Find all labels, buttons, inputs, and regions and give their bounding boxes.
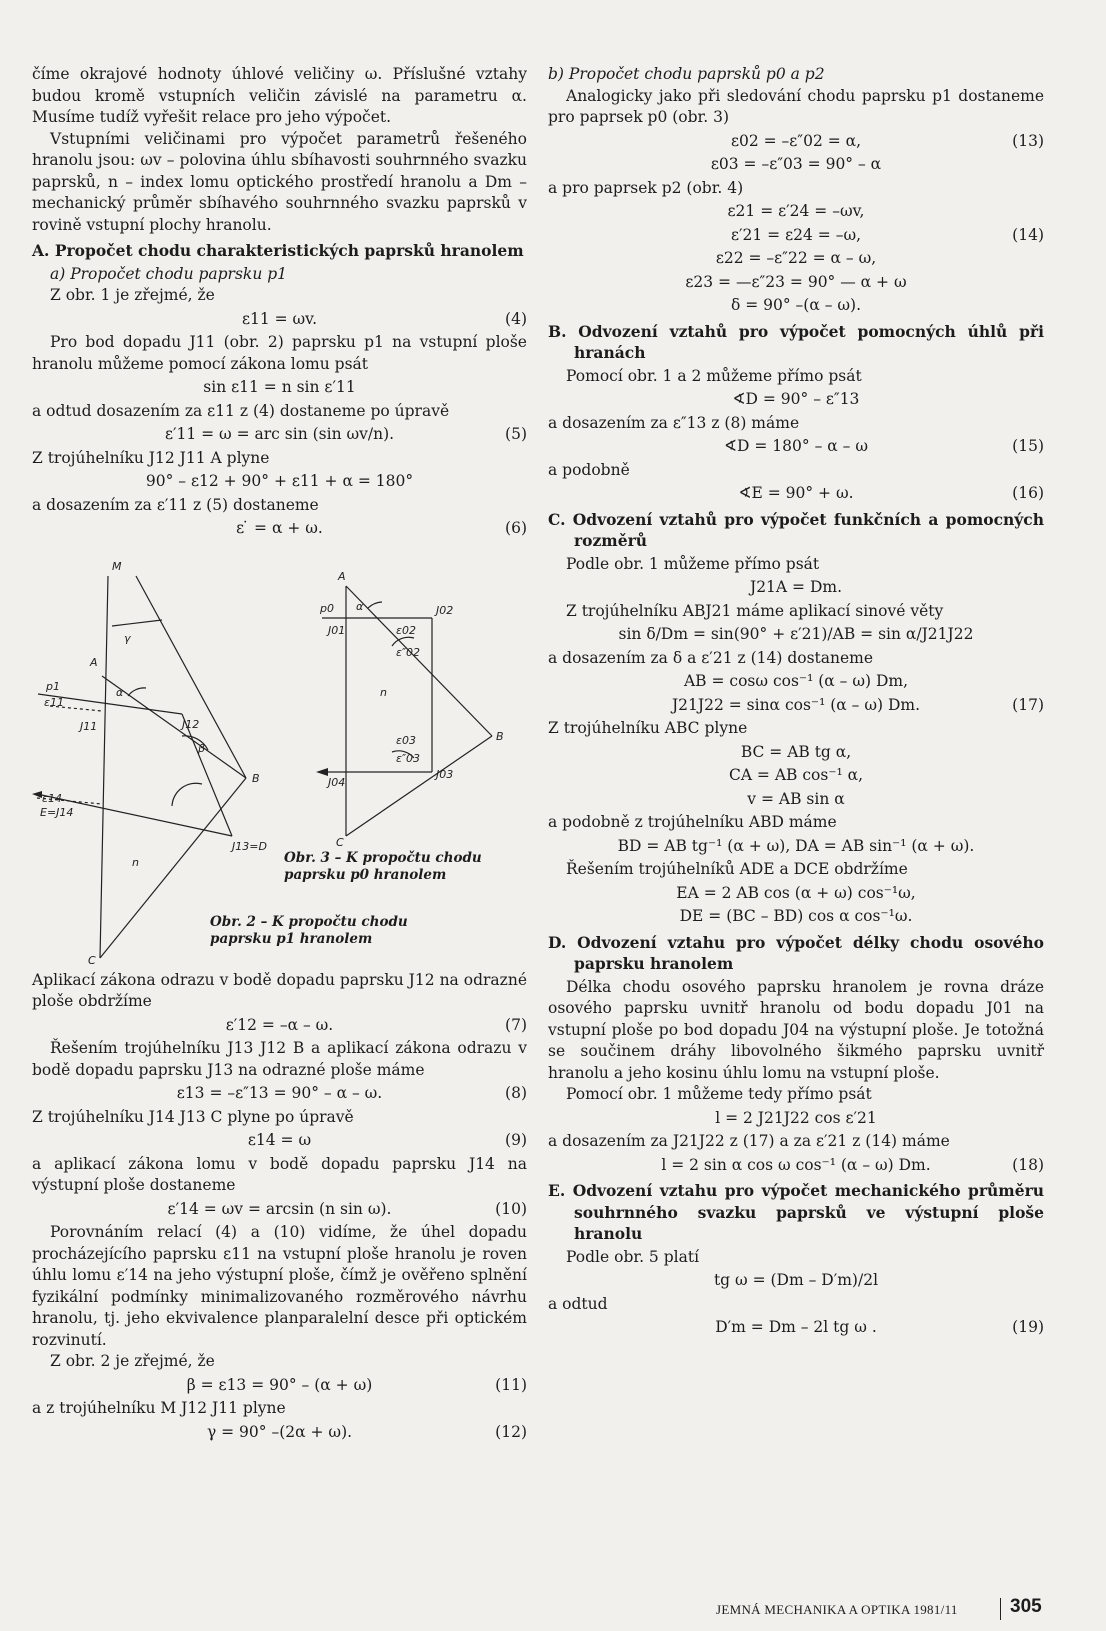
paragraph: a pro paprsek p2 (obr. 4)	[548, 178, 744, 197]
page-number: 305	[1010, 1596, 1042, 1617]
label-e03: ε03	[396, 733, 416, 747]
paragraph: Pomocí obr. 1 můžeme tedy přímo psát	[566, 1085, 872, 1103]
equation: ε13 = –ε″13 = 90° – α – ω. (8)	[32, 1083, 527, 1105]
paragraph: a podobně	[548, 460, 630, 479]
section-heading: D. Odvození vztahu pro výpočet délky chodu osového paprsku hranolem	[548, 932, 1044, 973]
equation: β = ε13 = 90° – (α + ω) (11)	[32, 1375, 527, 1397]
equation-number: (7)	[505, 1015, 527, 1034]
paragraph: a odtud	[548, 1294, 608, 1313]
equation: AB = cosω cos⁻¹ (α – ω) Dm,	[683, 672, 909, 690]
footer-divider	[1000, 1598, 1001, 1620]
equation-number: (5)	[505, 425, 527, 443]
equation-number: (6)	[505, 519, 527, 537]
subsection-heading: b) Propočet chodu paprsků p0 a p2	[548, 65, 825, 83]
label-J02: J02	[436, 603, 454, 617]
label-J01: J01	[328, 623, 346, 637]
paragraph: Délka chodu osového paprsku hranolem je rovna dráze osového paprsku uvnitř hranolu od bodu dopadu J01 na vstupní ploše po bod dopadu J04 na výstupní ploše. Je totožná se součinem dráhy libovolného šikmého paprsku uvnitř hranolu a jeho kosinu úhlu lomu na vstupní ploše.	[548, 977, 1044, 1082]
label-A: A	[90, 655, 98, 669]
label-J11: J11	[80, 719, 98, 733]
paragraph: Pomocí obr. 1 a 2 můžeme přímo psát	[566, 366, 862, 385]
equation: ∢E = 90° + ω. (16)	[548, 483, 1044, 505]
equation: BD = AB tg⁻¹ (α + ω), DA = AB sin⁻¹ (α + ω).	[617, 836, 975, 855]
paragraph: a dosazením za J21J22 z (17) a za ε′21 z (14) máme	[548, 1132, 950, 1150]
paragraph: Porovnáním relací (4) a (10) vidíme, že úhel dopadu procházejícího paprsku ε11 na vstupní ploše hranolu je roven úhlu lomu ε′14 na jeho výstupní ploše, čímž je ověřeno splnění fyzikální podmínky minimalizovaného rozměrového návrhu hranolu, tj. jeho ekvivalence planparalelní desce při optickém rozvinutí.	[32, 1223, 527, 1349]
label-e03b: ε″03	[396, 751, 421, 765]
label-A3: A	[338, 569, 346, 583]
journal-footer: JEMNÁ MECHANIKA A OPTIKA 1981/11	[716, 1602, 958, 1617]
figures-2-3	[32, 546, 527, 966]
paragraph: a dosazením za δ a ε′21 z (14) dostaneme	[548, 648, 874, 667]
equation: EA = 2 AB cos (α + ω) cos⁻¹ω,	[676, 883, 916, 902]
equation: ∢D = 90° – ε″13	[732, 390, 860, 408]
paragraph: Z obr. 2 je zřejmé, že	[50, 1352, 215, 1370]
equation: DE = (BC – BD) cos α cos⁻¹ω.	[679, 907, 913, 925]
label-alpha3: α	[356, 599, 364, 613]
equation: CA = AB cos⁻¹ α,	[728, 766, 864, 784]
paragraph: a dosazením za ε″13 z (8) máme	[548, 413, 800, 432]
label-n: n	[132, 855, 139, 869]
label-M: M	[112, 559, 122, 573]
equation: ε′14 = ωv = arcsin (n sin ω). (10)	[32, 1199, 527, 1221]
equation: ε03 = –ε″03 = 90° – α	[710, 155, 882, 173]
equation-number: (18)	[1012, 1155, 1044, 1174]
paragraph: Z trojúhelníku ABJ21 máme aplikací sinové věty	[566, 601, 944, 620]
figure-2-caption: Obr. 2 – K propočtu chodu paprsku p1 hranolem	[210, 913, 408, 947]
equation: ε′11 = ω = arc sin (sin ωv/n). (5)	[32, 424, 527, 446]
equation: l = 2 J21J22 cos ε′21	[715, 1108, 877, 1127]
label-J12: J12	[182, 717, 200, 731]
equation: sin ε11 = n sin ε′11	[203, 378, 356, 396]
label-beta: β	[198, 741, 206, 755]
label-e02b: ε″02	[396, 645, 421, 659]
equation: 90° – ε12 + 90° + ε11 + α = 180°	[145, 472, 414, 490]
section-heading: E. Odvození vztahu pro výpočet mechanického průměru souhrnného svazku paprsků ve výstupní ploše hranolu	[548, 1181, 1044, 1243]
equation-number: (14)	[1012, 225, 1044, 244]
paragraph: a odtud dosazením za ε11 z (4) dostaneme po úpravě	[32, 401, 450, 420]
equation: BC = AB tg α,	[740, 742, 852, 761]
figure-3-caption: Obr. 3 – K propočtu chodu paprsku p0 hranolem	[284, 849, 482, 883]
label-alpha: α	[116, 685, 124, 699]
equation-number: (8)	[505, 1084, 527, 1102]
equation-number: (15)	[1012, 437, 1044, 455]
equation: ε02 = –ε″02 = α, (13)	[548, 131, 1044, 153]
equation: v = AB sin α	[747, 789, 845, 808]
equation-number: (11)	[495, 1375, 527, 1394]
label-e11: ε11	[44, 695, 64, 709]
left-column	[32, 64, 527, 1445]
equation: ε ̇ = α + ω. (6)	[32, 518, 527, 540]
paragraph: a aplikací zákona lomu v bodě dopadu paprsku J14 na výstupní ploše dostaneme	[32, 1154, 527, 1194]
label-J13: J13=D	[232, 839, 267, 853]
label-J03: J03	[436, 767, 454, 781]
equation: tg ω = (Dm – D′m)/2l	[713, 1271, 879, 1289]
equation: sin δ/Dm = sin(90° + ε′21)/AB = sin α/J21J22	[618, 625, 974, 643]
paragraph: Podle obr. 5 platí	[566, 1247, 700, 1266]
equation: ε21 = ε′24 = –ωv,	[727, 202, 865, 220]
paragraph: Vstupními veličinami pro výpočet parametrů řešeného hranolu jsou: ωv – polovina úhlu sbíhavosti souhrnného svazku paprsků, n – index lomu optického prostředí hranolu a Dm – mechanický průměr sbíhavého souhrnného svazku paprsků v rovině vstupní plochy hranolu.	[32, 129, 527, 234]
equation: ε14 = ω (9)	[32, 1130, 527, 1152]
equation: γ = 90° –(2α + ω). (12)	[32, 1422, 527, 1444]
equation-number: (13)	[1012, 131, 1044, 150]
label-p1: p1	[46, 679, 60, 693]
equation: ε23 = —ε″23 = 90° — α + ω	[685, 272, 907, 291]
section-heading: A. Propočet chodu charakteristických paprsků hranolem	[32, 241, 524, 260]
paragraph: Z trojúhelníku J14 J13 C plyne po úpravě	[32, 1107, 354, 1126]
equation: ε22 = –ε″22 = α – ω,	[715, 249, 877, 267]
equation-number: (4)	[505, 309, 527, 328]
equation: ε′21 = ε24 = –ω, (14)	[548, 225, 1044, 247]
right-column	[548, 64, 1044, 1341]
label-p0: p0	[320, 601, 334, 615]
equation: ε11 = ωv. (4)	[32, 309, 527, 331]
equation: δ = 90° –(α – ω).	[730, 296, 862, 314]
equation-number: (16)	[1012, 484, 1044, 502]
paragraph: Z trojúhelníku ABC plyne	[548, 719, 748, 737]
paragraph: Z trojúhelníku J12 J11 A plyne	[32, 448, 270, 467]
label-C3: C	[336, 835, 344, 849]
equation-number: (17)	[1012, 695, 1044, 714]
equation: l = 2 sin α cos ω cos⁻¹ (α – ω) Dm. (18)	[548, 1155, 1044, 1177]
label-B: B	[252, 771, 260, 785]
paragraph: a dosazením za ε′11 z (5) dostaneme	[32, 495, 319, 514]
label-B3: B	[496, 729, 504, 743]
equation-number: (9)	[505, 1131, 527, 1149]
subsection-heading: a) Propočet chodu paprsku p1	[50, 264, 288, 283]
paragraph: Řešením trojúhelníků ADE a DCE obdržíme	[566, 860, 908, 878]
equation-number: (10)	[495, 1199, 527, 1218]
equation: J21J22 = sinα cos⁻¹ (α – ω) Dm. (17)	[548, 695, 1044, 717]
paragraph: Podle obr. 1 můžeme přímo psát	[566, 554, 820, 573]
paragraph: Analogicky jako při sledování chodu paprsku p1 dostaneme pro paprsek p0 (obr. 3)	[548, 86, 1044, 126]
section-heading: C. Odvození vztahů pro výpočet funkčních a pomocných rozměrů	[548, 509, 1044, 550]
label-J14: E=J14	[40, 805, 74, 819]
label-J04: J04	[328, 775, 346, 789]
equation: J21A = Dm.	[749, 578, 843, 596]
equation: ∢D = 180° – α – ω (15)	[548, 436, 1044, 458]
paragraph: Pro bod dopadu J11 (obr. 2) paprsku p1 na vstupní ploše hranolu můžeme pomocí zákona lomu psát	[32, 333, 527, 373]
paragraph: Řešením trojúhelníku J13 J12 B a aplikací zákona odrazu v bodě dopadu paprsku J13 na odrazné ploše máme	[32, 1039, 527, 1079]
paragraph: a podobně z trojúhelníku ABD máme	[548, 813, 837, 831]
paragraph: a z trojúhelníku M J12 J11 plyne	[32, 1399, 286, 1417]
paragraph: číme okrajové hodnoty úhlové veličiny ω. Příslušné vztahy budou kromě vstupních veličin závislé na parametru α. Musíme tudíž vyřešit relace pro jeho výpočet.	[32, 65, 527, 126]
equation-number: (12)	[495, 1422, 527, 1441]
label-e14: ε14	[42, 791, 62, 805]
equation-number: (19)	[1012, 1318, 1044, 1336]
label-n3: n	[380, 685, 387, 699]
label-e02: ε02	[396, 623, 416, 637]
label-C: C	[88, 953, 96, 966]
section-heading: B. Odvození vztahů pro výpočet pomocných úhlů při hranách	[548, 321, 1044, 362]
equation: D′m = Dm – 2l tg ω . (19)	[548, 1317, 1044, 1339]
paragraph: Aplikací zákona odrazu v bodě dopadu paprsku J12 na odrazné ploše obdržíme	[32, 970, 527, 1010]
figure-2-diagram	[32, 546, 527, 966]
paragraph: Z obr. 1 je zřejmé, že	[50, 286, 215, 304]
label-gamma: γ	[124, 631, 131, 645]
equation: ε′12 = –α – ω. (7)	[32, 1015, 527, 1037]
